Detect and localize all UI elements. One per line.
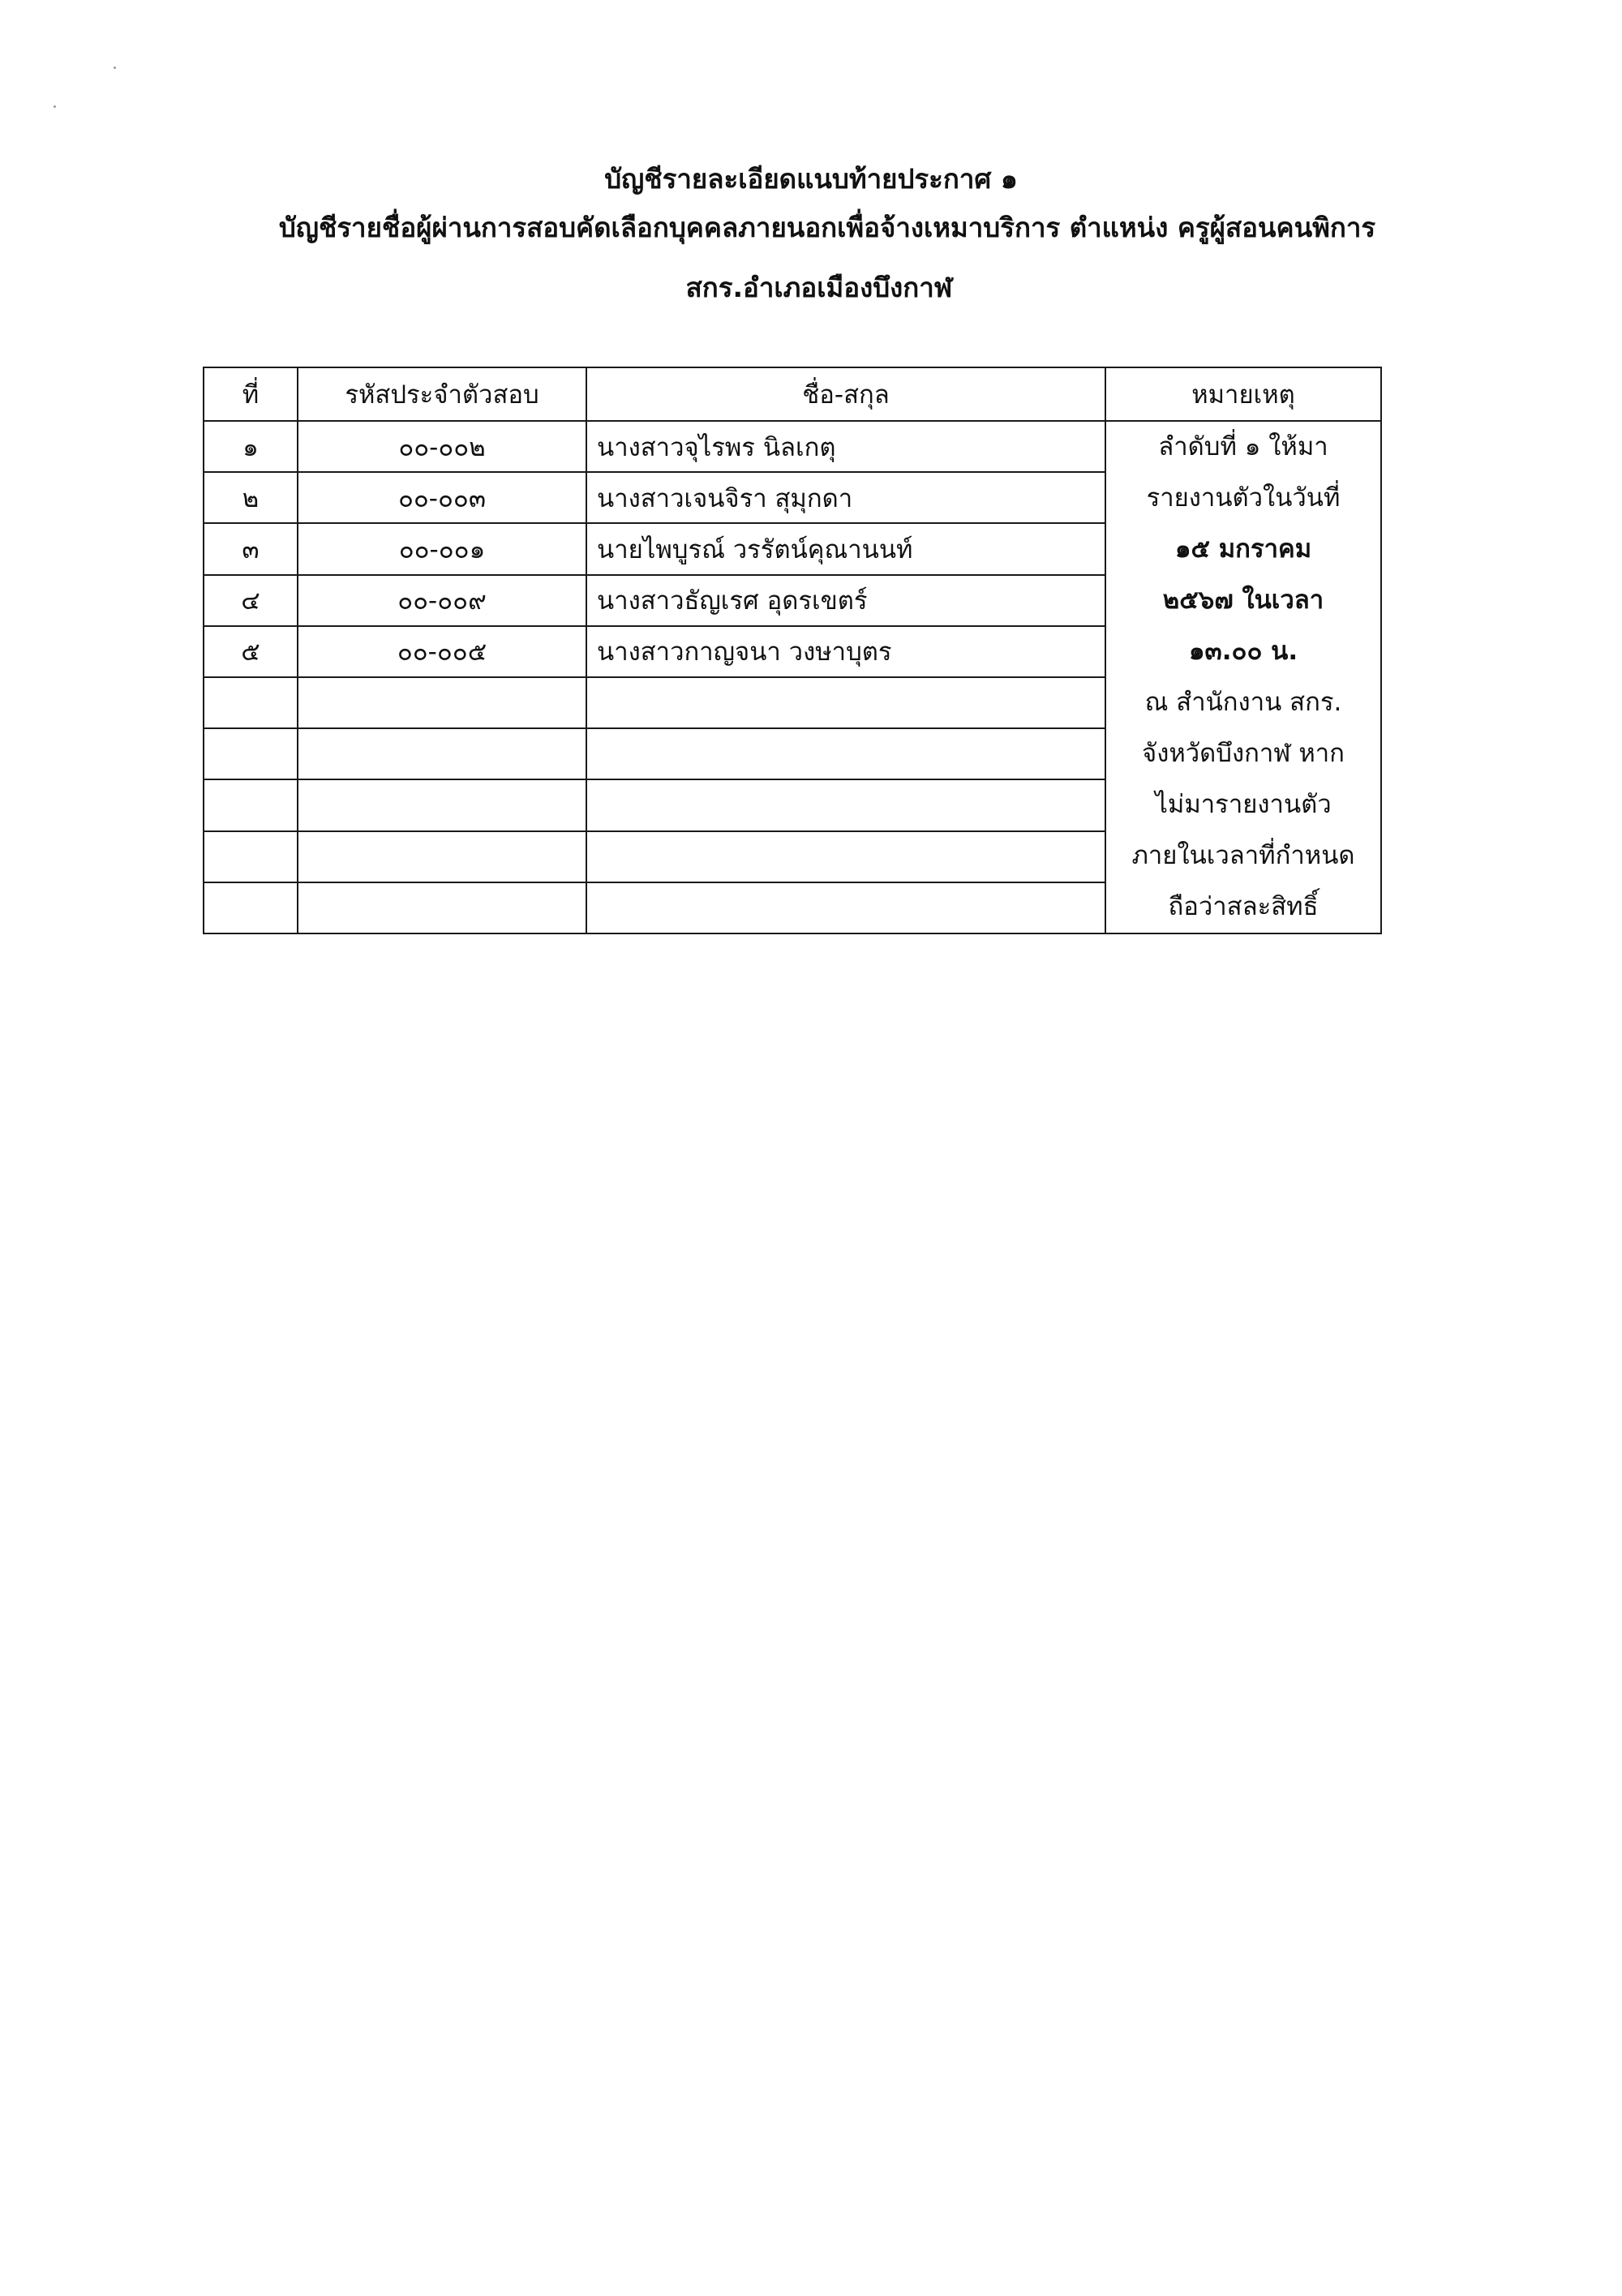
full-name: นางสาวกาญจนา วงษาบุตร bbox=[586, 626, 1105, 677]
exam-id bbox=[298, 882, 586, 933]
row-number bbox=[204, 728, 298, 779]
exam-id bbox=[298, 677, 586, 728]
full-name: นายไพบูรณ์ วรรัตน์คุณานนท์ bbox=[586, 523, 1105, 574]
full-name: นางสาวจุไรพร นิลเกตุ bbox=[586, 421, 1105, 472]
column-header-full-name: ชื่อ-สกุล bbox=[586, 367, 1105, 421]
remarks-line: ณ สำนักงาน สกร. bbox=[1144, 688, 1342, 717]
remarks-line: ภายในเวลาที่กำหนด bbox=[1131, 841, 1355, 870]
row-number: ๑ bbox=[204, 421, 298, 472]
exam-id: ๐๐-๐๐๙ bbox=[298, 575, 586, 626]
row-number: ๔ bbox=[204, 575, 298, 626]
remarks-line: ถือว่าสละสิทธิ์ bbox=[1168, 892, 1319, 921]
full-name bbox=[586, 882, 1105, 933]
remarks-cell bbox=[1105, 421, 1381, 933]
exam-id bbox=[298, 831, 586, 882]
full-name bbox=[586, 779, 1105, 830]
remarks-line: จังหวัดบึงกาฬ หาก bbox=[1142, 739, 1345, 768]
exam-id: ๐๐-๐๐๕ bbox=[298, 626, 586, 677]
row-number bbox=[204, 882, 298, 933]
remarks-line: ๑๕ มกราคม bbox=[1174, 534, 1312, 564]
exam-id: ๐๐-๐๐๑ bbox=[298, 523, 586, 574]
table-header-row bbox=[204, 367, 1381, 421]
full-name bbox=[586, 831, 1105, 882]
column-header-number: ที่ bbox=[204, 367, 298, 421]
document-heading: บัญชีรายละเอียดแนบท้ายประกาศ ๑ bbox=[604, 163, 1018, 195]
remarks-line: ๒๕๖๗ ในเวลา bbox=[1162, 586, 1324, 615]
exam-id bbox=[298, 779, 586, 830]
row-number: ๒ bbox=[204, 472, 298, 523]
full-name bbox=[586, 728, 1105, 779]
remarks-line: รายงานตัวในวันที่ bbox=[1146, 483, 1341, 513]
full-name bbox=[586, 677, 1105, 728]
row-number bbox=[204, 831, 298, 882]
exam-id: ๐๐-๐๐๓ bbox=[298, 472, 586, 523]
row-number bbox=[204, 677, 298, 728]
column-header-exam-id: รหัสประจำตัวสอบ bbox=[298, 367, 586, 421]
row-number: ๕ bbox=[204, 626, 298, 677]
column-header-remarks: หมายเหตุ bbox=[1105, 367, 1381, 421]
office-name: สกร.อำเภอเมืองบึงกาฬ bbox=[685, 272, 953, 303]
full-name: นางสาวธัญเรศ อุดรเขตร์ bbox=[586, 575, 1105, 626]
remarks-line: ไม่มารายงานตัว bbox=[1155, 790, 1332, 819]
remarks-line: ลำดับที่ ๑ ให้มา bbox=[1158, 432, 1328, 461]
table-row bbox=[204, 421, 1381, 472]
exam-id: ๐๐-๐๐๒ bbox=[298, 421, 586, 472]
document-subheading: บัญชีรายชื่อผู้ผ่านการสอบคัดเลือกบุคคลภายนอกเพื่อจ้างเหมาบริการ ตำแหน่ง ครูผู้สอนคนพิการ bbox=[278, 212, 1376, 243]
row-number: ๓ bbox=[204, 523, 298, 574]
remarks-line: ๑๓.๐๐ น. bbox=[1188, 637, 1298, 666]
candidate-list-table bbox=[203, 367, 1382, 934]
full-name: นางสาวเจนจิรา สุมุกดา bbox=[586, 472, 1105, 523]
exam-id bbox=[298, 728, 586, 779]
row-number bbox=[204, 779, 298, 830]
